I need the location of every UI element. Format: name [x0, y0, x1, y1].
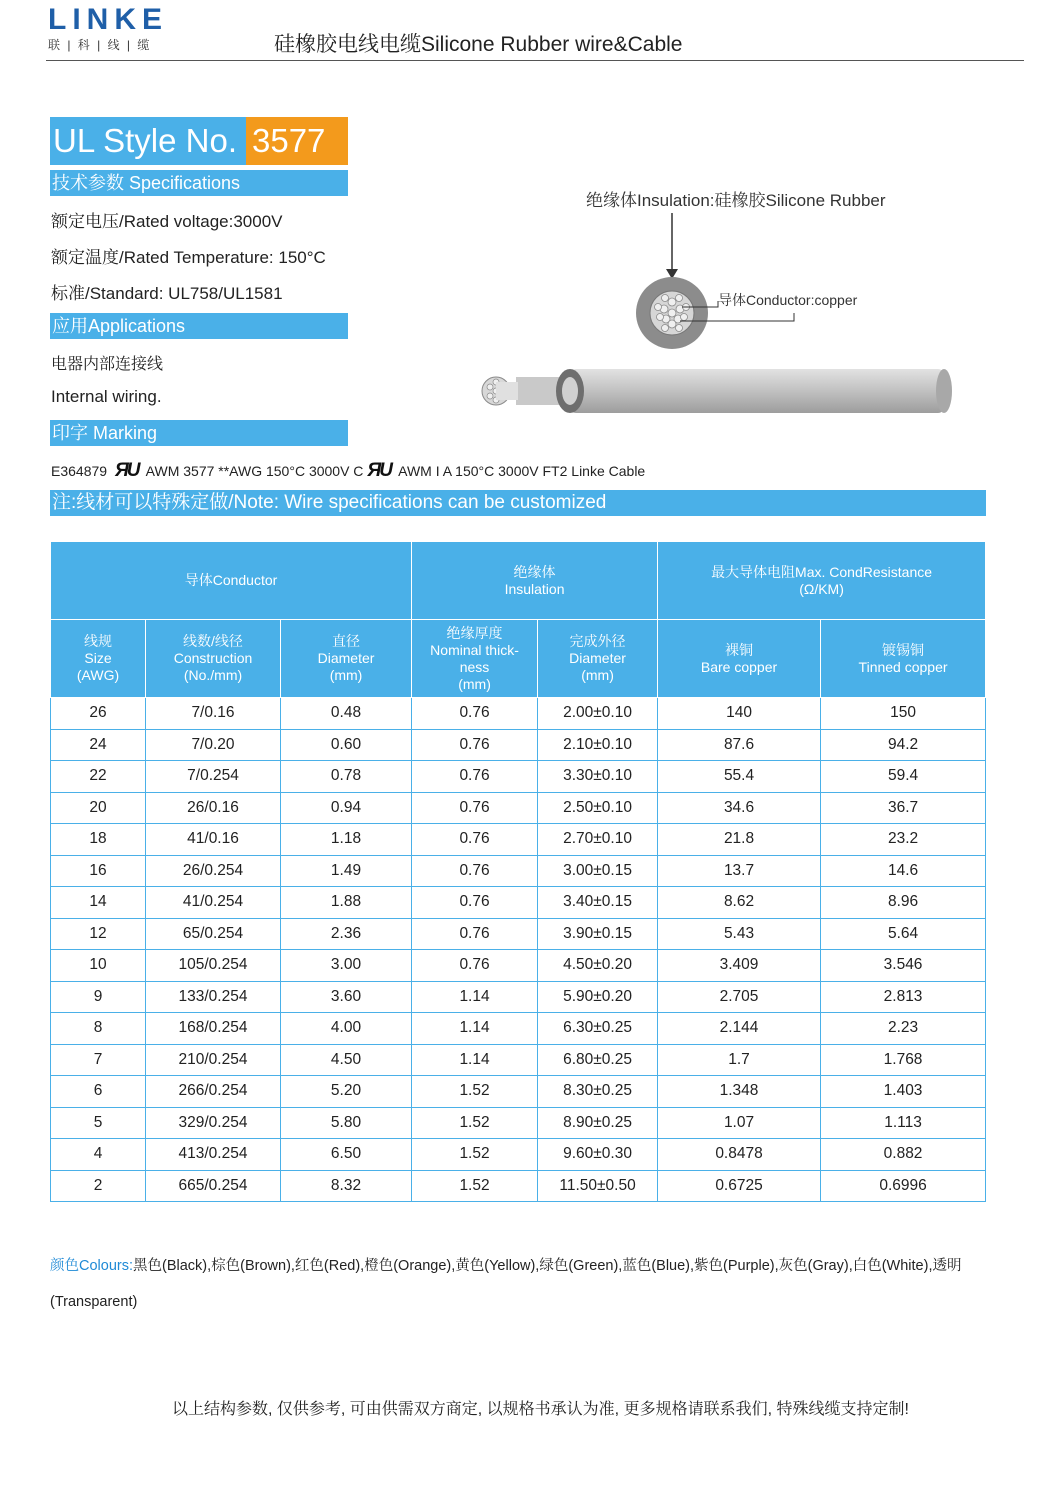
cell-conductor-diameter: 5.20	[281, 1076, 412, 1108]
cell-conductor-diameter: 0.48	[281, 698, 412, 730]
cell-conductor-diameter: 4.00	[281, 1013, 412, 1045]
cell-bare-copper: 55.4	[658, 761, 821, 793]
footer-disclaimer: 以上结构参数, 仅供参考, 可由供需双方商定, 以规格书承认为准, 更多规格请联系我们, 特殊线缆支持定制!	[172, 1401, 909, 1418]
ul-style-number: 3577	[246, 117, 348, 165]
cell-size: 4	[51, 1139, 146, 1171]
table-row	[51, 887, 986, 919]
table-row	[51, 1139, 986, 1171]
cell-tinned-copper: 0.6996	[821, 1170, 986, 1202]
cell-construction: 413/0.254	[146, 1139, 281, 1171]
cell-tinned-copper: 36.7	[821, 792, 986, 824]
colours-line	[50, 1248, 1020, 1320]
header-resistance	[658, 542, 986, 620]
rated-temperature: 额定温度/Rated Temperature: 150°C	[51, 248, 326, 267]
cell-outer-diameter: 3.00±0.15	[538, 855, 658, 887]
cell-size: 2	[51, 1170, 146, 1202]
rated-voltage: 额定电压/Rated voltage:3000V	[51, 212, 283, 231]
col-diameter-en: Diameter	[317, 650, 375, 666]
cell-bare-copper: 8.62	[658, 887, 821, 919]
application-en: Internal wiring.	[51, 387, 162, 406]
marking-awm-canada: AWM I A 150°C 3000V FT2 Linke Cable	[398, 463, 646, 479]
cell-outer-diameter: 2.00±0.10	[538, 698, 658, 730]
header-conductor: 导体Conductor	[51, 542, 412, 620]
cell-outer-diameter: 3.90±0.15	[538, 918, 658, 950]
cell-construction: 329/0.254	[146, 1107, 281, 1139]
cell-construction: 266/0.254	[146, 1076, 281, 1108]
cell-size: 22	[51, 761, 146, 793]
cell-size: 26	[51, 698, 146, 730]
specification-table	[50, 541, 986, 1202]
col-tinned-copper-cn: 镀锡铜	[882, 641, 925, 658]
col-outer-diameter-cn: 完成外径	[569, 633, 626, 649]
col-size-unit: (AWG)	[76, 667, 120, 683]
cell-construction: 41/0.254	[146, 887, 281, 919]
table-column-header-row	[51, 620, 986, 698]
col-outer-diameter-en: Diameter	[569, 650, 626, 666]
cell-conductor-diameter: 0.60	[281, 729, 412, 761]
cell-tinned-copper: 14.6	[821, 855, 986, 887]
cell-conductor-diameter: 2.36	[281, 918, 412, 950]
cell-conductor-diameter: 6.50	[281, 1139, 412, 1171]
cell-bare-copper: 1.348	[658, 1076, 821, 1108]
document-title: 硅橡胶电线电缆Silicone Rubber wire&Cable	[274, 33, 683, 56]
col-outer-diameter	[538, 620, 658, 698]
cable-diagram	[470, 205, 970, 420]
col-diameter-unit: (mm)	[329, 667, 363, 683]
colours-label: 颜色Colours:	[50, 1258, 133, 1274]
cell-outer-diameter: 4.50±0.20	[538, 950, 658, 982]
cell-bare-copper: 0.6725	[658, 1170, 821, 1202]
table-row	[51, 1076, 986, 1108]
col-tinned-copper	[821, 620, 986, 698]
cell-tinned-copper: 1.403	[821, 1076, 986, 1108]
header-insulation-cn: 绝缘体	[513, 563, 556, 580]
table-row	[51, 1013, 986, 1045]
cell-construction: 210/0.254	[146, 1044, 281, 1076]
cell-construction: 7/0.254	[146, 761, 281, 793]
cell-construction: 26/0.254	[146, 855, 281, 887]
table-row	[51, 1107, 986, 1139]
cell-bare-copper: 1.7	[658, 1044, 821, 1076]
cell-size: 7	[51, 1044, 146, 1076]
cell-bare-copper: 5.43	[658, 918, 821, 950]
insulation-inner-face	[562, 377, 578, 405]
logo-wordmark: LINKE	[48, 3, 168, 36]
cell-size: 5	[51, 1107, 146, 1139]
cell-conductor-diameter: 5.80	[281, 1107, 412, 1139]
cell-thickness: 0.76	[412, 729, 538, 761]
cable-jacket	[570, 369, 944, 413]
cell-thickness: 0.76	[412, 887, 538, 919]
cell-conductor-diameter: 0.78	[281, 761, 412, 793]
table-row	[51, 1044, 986, 1076]
col-thickness-unit: (mm)	[458, 675, 491, 692]
cell-bare-copper: 13.7	[658, 855, 821, 887]
table-row	[51, 918, 986, 950]
cell-construction: 168/0.254	[146, 1013, 281, 1045]
cell-construction: 7/0.20	[146, 729, 281, 761]
table-group-header-row	[51, 542, 986, 620]
cell-tinned-copper: 2.23	[821, 1013, 986, 1045]
ul-recognized-icon-2: ЯU	[367, 460, 391, 481]
cell-thickness: 0.76	[412, 950, 538, 982]
cell-tinned-copper: 1.113	[821, 1107, 986, 1139]
cell-size: 10	[51, 950, 146, 982]
conductor-label: 导体Conductor:copper	[718, 292, 858, 308]
marking-file-number: E364879	[51, 463, 108, 479]
header-insulation	[412, 542, 658, 620]
cell-thickness: 0.76	[412, 761, 538, 793]
exposed-conductor-body	[496, 382, 518, 400]
cell-thickness: 1.14	[412, 981, 538, 1013]
col-bare-copper-cn: 裸铜	[725, 641, 754, 658]
cell-thickness: 0.76	[412, 918, 538, 950]
cell-bare-copper: 34.6	[658, 792, 821, 824]
table-row	[51, 792, 986, 824]
cell-conductor-diameter: 4.50	[281, 1044, 412, 1076]
cell-tinned-copper: 150	[821, 698, 986, 730]
cell-thickness: 1.14	[412, 1044, 538, 1076]
table-row	[51, 761, 986, 793]
cell-thickness: 1.14	[412, 1013, 538, 1045]
cell-size: 8	[51, 1013, 146, 1045]
cell-thickness: 1.52	[412, 1139, 538, 1171]
ul-style-label: UL Style No.	[53, 122, 238, 159]
cell-size: 9	[51, 981, 146, 1013]
table-row	[51, 950, 986, 982]
col-size-cn: 线规	[84, 633, 112, 649]
cell-tinned-copper: 94.2	[821, 729, 986, 761]
table-row	[51, 1170, 986, 1202]
col-size-en: Size	[84, 650, 112, 666]
cable-jacket-end	[936, 369, 952, 413]
cell-bare-copper: 21.8	[658, 824, 821, 856]
cell-thickness: 0.76	[412, 792, 538, 824]
header-resistance-title: 最大导体电阻Max. CondResistance	[711, 563, 933, 580]
cell-tinned-copper: 8.96	[821, 887, 986, 919]
cell-thickness: 0.76	[412, 855, 538, 887]
cell-size: 12	[51, 918, 146, 950]
cell-outer-diameter: 9.60±0.30	[538, 1139, 658, 1171]
col-construction-en: Construction	[173, 650, 253, 666]
cell-bare-copper: 87.6	[658, 729, 821, 761]
cell-outer-diameter: 6.80±0.25	[538, 1044, 658, 1076]
table-body	[51, 698, 986, 1202]
cell-size: 18	[51, 824, 146, 856]
cell-conductor-diameter: 3.00	[281, 950, 412, 982]
col-conductor-diameter	[281, 620, 412, 698]
cell-thickness: 0.76	[412, 698, 538, 730]
cell-conductor-diameter: 0.94	[281, 792, 412, 824]
cell-construction: 7/0.16	[146, 698, 281, 730]
cell-tinned-copper: 0.882	[821, 1139, 986, 1171]
cell-conductor-diameter: 1.18	[281, 824, 412, 856]
col-thickness-en-2: ness	[459, 658, 490, 675]
col-thickness-en: Nominal thick-	[430, 641, 519, 658]
cell-conductor-diameter: 8.32	[281, 1170, 412, 1202]
marking-text	[51, 460, 645, 482]
cell-size: 14	[51, 887, 146, 919]
cell-size: 24	[51, 729, 146, 761]
applications-heading: 应用Applications	[50, 313, 348, 339]
cell-bare-copper: 3.409	[658, 950, 821, 982]
cell-bare-copper: 2.705	[658, 981, 821, 1013]
standard: 标准/Standard: UL758/UL1581	[51, 284, 283, 303]
col-construction-unit: (No./mm)	[183, 667, 243, 683]
application-cn: 电器内部连接线	[51, 356, 164, 373]
cell-construction: 26/0.16	[146, 792, 281, 824]
cell-outer-diameter: 8.30±0.25	[538, 1076, 658, 1108]
col-thickness-cn: 绝缘厚度	[446, 624, 503, 641]
table-row	[51, 824, 986, 856]
cell-conductor-diameter: 1.88	[281, 887, 412, 919]
header-divider	[46, 60, 1024, 61]
cell-construction: 65/0.254	[146, 918, 281, 950]
table-row	[51, 729, 986, 761]
cell-thickness: 1.52	[412, 1107, 538, 1139]
col-construction	[146, 620, 281, 698]
table-row	[51, 855, 986, 887]
cell-tinned-copper: 23.2	[821, 824, 986, 856]
header-resistance-unit: (Ω/KM)	[799, 580, 844, 597]
cell-size: 20	[51, 792, 146, 824]
cell-construction: 133/0.254	[146, 981, 281, 1013]
cell-tinned-copper: 59.4	[821, 761, 986, 793]
cell-construction: 665/0.254	[146, 1170, 281, 1202]
customization-note: 注:线材可以特殊定做/Note: Wire specifications can be customized	[50, 490, 986, 516]
cell-outer-diameter: 6.30±0.25	[538, 1013, 658, 1045]
cell-conductor-diameter: 3.60	[281, 981, 412, 1013]
cell-thickness: 1.52	[412, 1170, 538, 1202]
company-logo	[48, 4, 200, 53]
colours-list: 黑色(Black),棕色(Brown),红色(Red),橙色(Orange),黄色(Yellow),绿色(Green),蓝色(Blue),紫色(Purple),灰色(Gray),白色(White),透明(Transparent)	[50, 1258, 962, 1310]
col-size	[51, 620, 146, 698]
cell-outer-diameter: 8.90±0.25	[538, 1107, 658, 1139]
cell-bare-copper: 0.8478	[658, 1139, 821, 1171]
cell-tinned-copper: 3.546	[821, 950, 986, 982]
marking-heading: 印字 Marking	[50, 420, 348, 446]
cell-size: 6	[51, 1076, 146, 1108]
table-row	[51, 981, 986, 1013]
cell-size: 16	[51, 855, 146, 887]
cell-tinned-copper: 2.813	[821, 981, 986, 1013]
cell-thickness: 1.52	[412, 1076, 538, 1108]
cell-bare-copper: 140	[658, 698, 821, 730]
col-bare-copper-en: Bare copper	[700, 658, 778, 675]
cell-outer-diameter: 2.70±0.10	[538, 824, 658, 856]
cell-thickness: 0.76	[412, 824, 538, 856]
cell-bare-copper: 1.07	[658, 1107, 821, 1139]
col-bare-copper	[658, 620, 821, 698]
cell-outer-diameter: 2.10±0.10	[538, 729, 658, 761]
specifications-heading: 技术参数 Specifications	[50, 170, 348, 196]
cell-outer-diameter: 5.90±0.20	[538, 981, 658, 1013]
cell-outer-diameter: 3.30±0.10	[538, 761, 658, 793]
marking-awm-us: AWM 3577 **AWG 150°C 3000V C	[145, 463, 364, 479]
col-outer-diameter-unit: (mm)	[581, 667, 614, 683]
col-diameter-cn: 直径	[332, 633, 361, 649]
cell-construction: 41/0.16	[146, 824, 281, 856]
table-row	[51, 698, 986, 730]
cell-outer-diameter: 11.50±0.50	[538, 1170, 658, 1202]
header-insulation-en: Insulation	[504, 580, 565, 597]
cell-conductor-diameter: 1.49	[281, 855, 412, 887]
col-thickness	[412, 620, 538, 698]
insulation-label: 绝缘体Insulation:硅橡胶Silicone Rubber	[586, 191, 886, 210]
cell-outer-diameter: 2.50±0.10	[538, 792, 658, 824]
cell-outer-diameter: 3.40±0.15	[538, 887, 658, 919]
col-construction-cn: 线数/线径	[183, 633, 243, 649]
cell-construction: 105/0.254	[146, 950, 281, 982]
cell-bare-copper: 2.144	[658, 1013, 821, 1045]
cell-tinned-copper: 5.64	[821, 918, 986, 950]
ul-recognized-icon: ЯU	[114, 460, 139, 481]
cell-tinned-copper: 1.768	[821, 1044, 986, 1076]
col-tinned-copper-en: Tinned copper	[858, 658, 948, 675]
logo-subtitle: 联 | 科 | 线 | 缆	[48, 38, 152, 52]
